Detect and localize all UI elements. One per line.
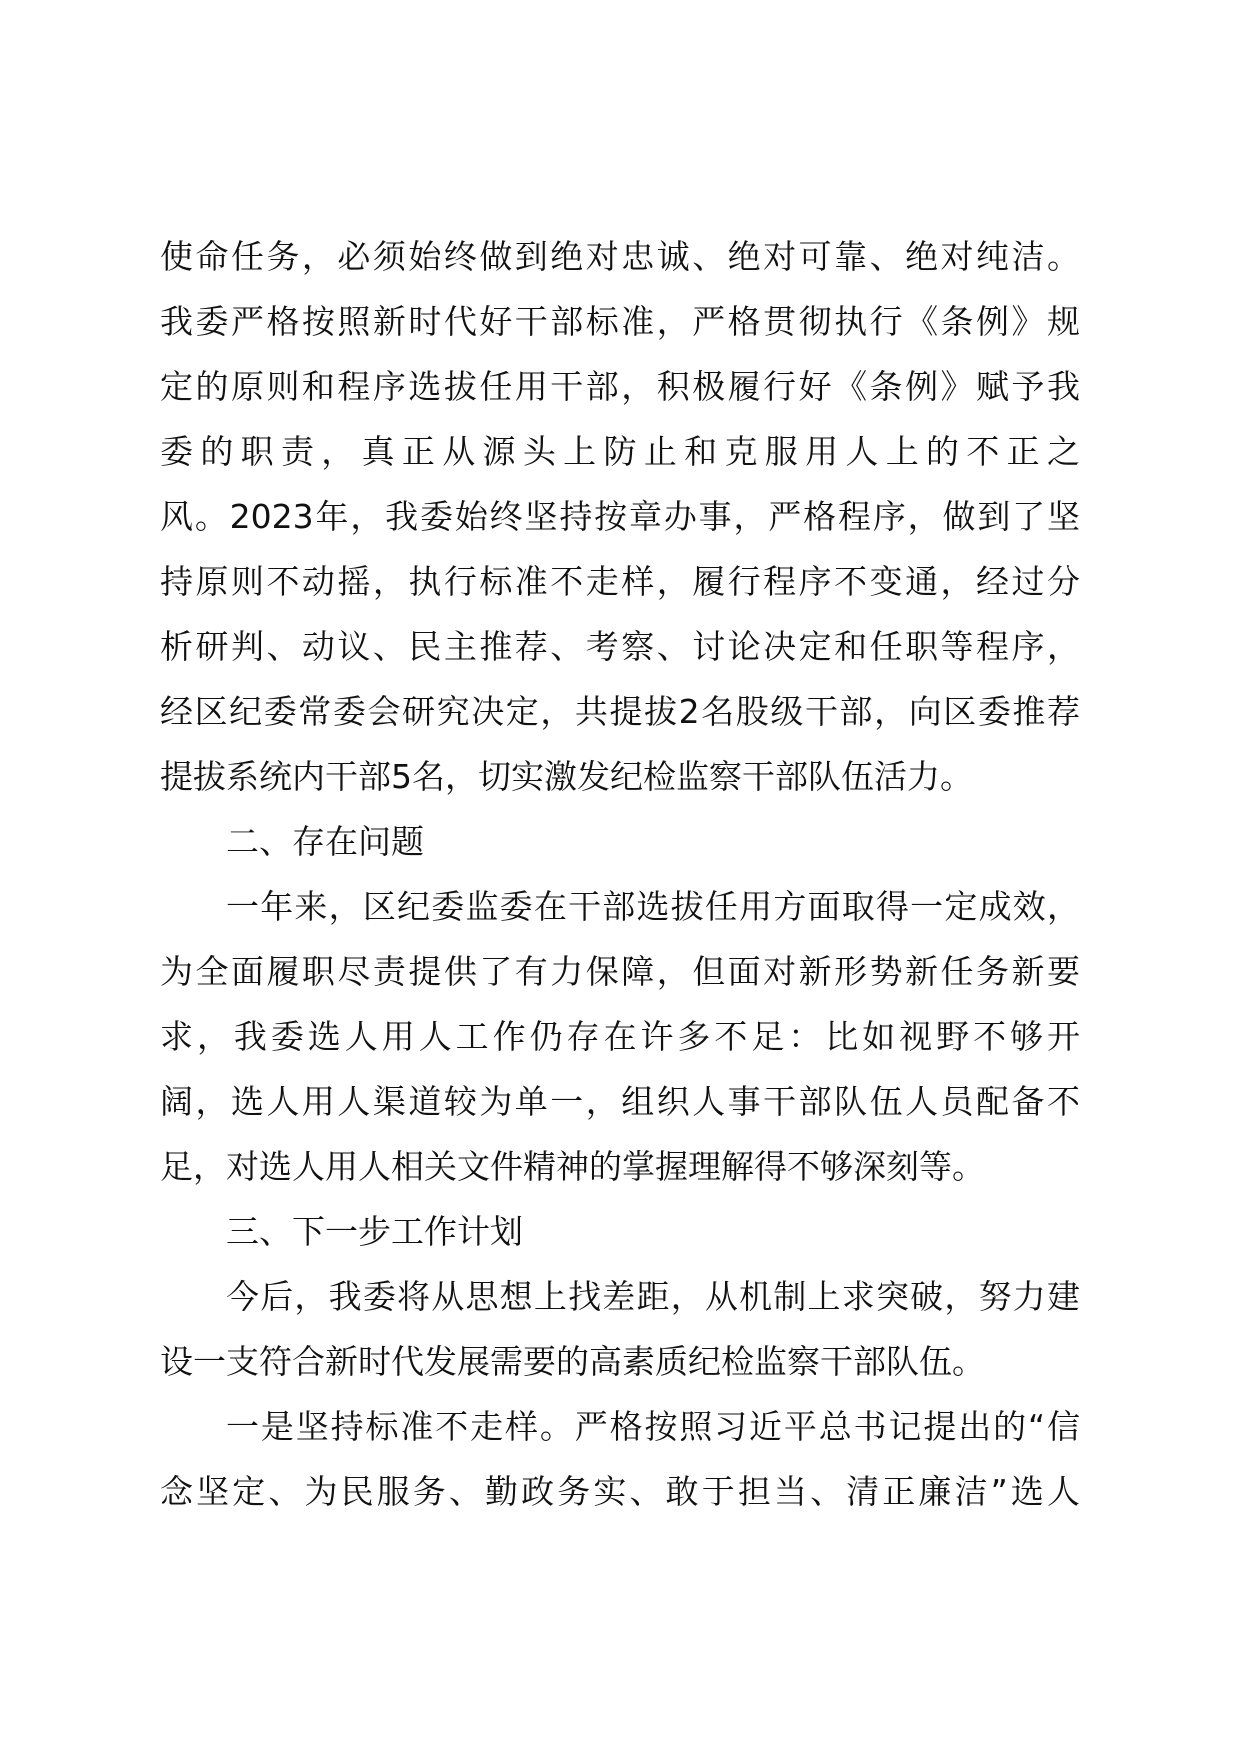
body-line: 阔，选人用人渠道较为单一，组织人事干部队伍人员配备不: [160, 1082, 1080, 1121]
body-line: 委的职责，真正从源头上防止和克服用人上的不正之: [160, 432, 1080, 471]
body-line: 求，我委选人用人工作仍存在许多不足：比如视野不够开: [160, 1017, 1080, 1056]
section-heading: 二、存在问题: [226, 822, 424, 861]
body-line: 一年来，区纪委监委在干部选拔任用方面取得一定成效，: [226, 887, 1080, 926]
body-line: 足，对选人用人相关文件精神的掌握理解得不够深刻等。: [160, 1147, 985, 1186]
body-line: 使命任务，必须始终做到绝对忠诚、绝对可靠、绝对纯洁。: [160, 237, 1080, 276]
section-heading: 三、下一步工作计划: [226, 1212, 523, 1251]
body-line: 析研判、动议、民主推荐、考察、讨论决定和任职等程序，: [160, 627, 1080, 666]
body-line: 经区纪委常委会研究决定，共提拔2名股级干部，向区委推荐: [160, 692, 1080, 731]
body-line: 风。2023年，我委始终坚持按章办事，严格程序，做到了坚: [160, 497, 1080, 536]
body-line: 为全面履职尽责提供了有力保障，但面对新形势新任务新要: [160, 952, 1080, 991]
body-line: 定的原则和程序选拔任用干部，积极履行好《条例》赋予我: [160, 367, 1080, 406]
body-line: 持原则不动摇，执行标准不走样，履行程序不变通，经过分: [160, 562, 1080, 601]
body-line: 我委严格按照新时代好干部标准，严格贯彻执行《条例》规: [160, 302, 1080, 341]
body-line: 设一支符合新时代发展需要的高素质纪检监察干部队伍。: [160, 1342, 985, 1381]
body-line: 提拔系统内干部5名，切实激发纪检监察干部队伍活力。: [160, 757, 973, 796]
body-line: 一是坚持标准不走样。严格按照习近平总书记提出的“信: [226, 1407, 1080, 1446]
body-line: 今后，我委将从思想上找差距，从机制上求突破，努力建: [226, 1277, 1080, 1316]
body-line: 念坚定、为民服务、勤政务实、敢于担当、清正廉洁”选人: [160, 1472, 1080, 1511]
document-body: [160, 224, 1080, 1524]
